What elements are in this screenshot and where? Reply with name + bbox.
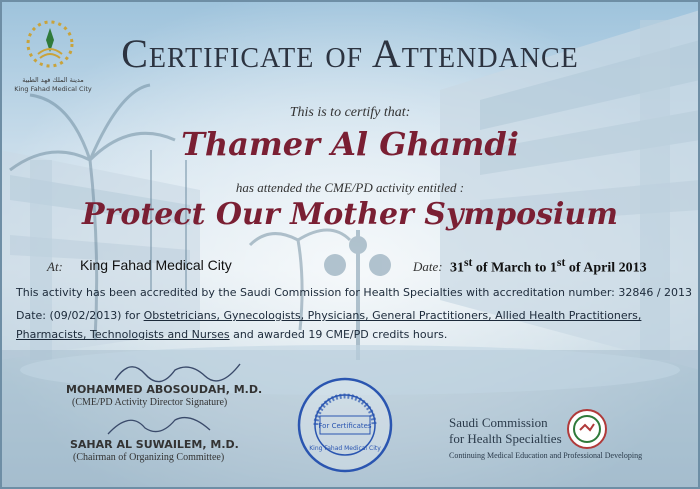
accreditation-details <box>16 306 688 344</box>
date-label: Date: <box>413 259 443 274</box>
event-title: Protect Our Mother Symposium <box>82 197 618 232</box>
date-sup2: st <box>556 256 566 269</box>
signatory-2-name: SAHAR AL SUWAILEM, M.D. <box>70 438 239 451</box>
logo-arabic-text: مدينة الملك فهد الطبية <box>22 76 84 84</box>
signature-1-mark <box>110 352 250 386</box>
stamp-ring-text: King Fahad Medical City <box>309 445 381 452</box>
date-value <box>450 256 647 277</box>
accreditation-line: This activity has been accredited by the Saudi Commission for Health Specialties with accreditation number: 32846 / 2013 <box>16 286 693 299</box>
date-mid: of March to 1 <box>472 260 557 276</box>
stamp-center-text: For Certificates <box>318 422 372 430</box>
logo-english-text: King Fahad Medical City <box>14 85 92 93</box>
scfhs-tagline: Continuing Medical Education and Professional Developing <box>449 451 643 460</box>
attended-text: has attended the CME/PD activity entitled : <box>235 180 465 195</box>
signature-2-mark <box>100 408 220 440</box>
logo-caption <box>8 76 98 94</box>
certificate-title: Certificate of Attendance <box>121 31 579 76</box>
location-value: King Fahad Medical City <box>80 257 232 273</box>
accreditation-audience: Obstetricians, Gynecologists, Physicians, General Practitioners, Allied Health Practitioners, Pharmacists, Technologists and Nurses <box>16 309 642 341</box>
official-stamp <box>296 376 394 474</box>
location-label: At: <box>47 259 63 274</box>
date-tail: of April 2013 <box>565 260 647 276</box>
recipient-name: Thamer Al Ghamdi <box>181 125 519 163</box>
certify-text: This is to certify that: <box>289 105 411 120</box>
date-sup1: st <box>464 256 473 269</box>
signatory-1-name: MOHAMMED ABOSOUDAH, M.D. <box>66 383 263 396</box>
signatory-2-role: (Chairman of Organizing Committee) <box>73 452 225 463</box>
signatory-1-role: (CME/PD Activity Director Signature) <box>72 397 228 408</box>
date-day1: 31 <box>450 260 464 276</box>
scfhs-logo-icon <box>566 408 608 450</box>
scfhs-name-line2: for Health Specialties <box>449 431 562 446</box>
accreditation-awarded: and awarded 19 CME/PD credits hours. <box>229 328 448 341</box>
accreditation-date: Date: (09/02/2013) for <box>16 309 144 322</box>
scfhs-name-line1: Saudi Commission <box>449 415 548 430</box>
